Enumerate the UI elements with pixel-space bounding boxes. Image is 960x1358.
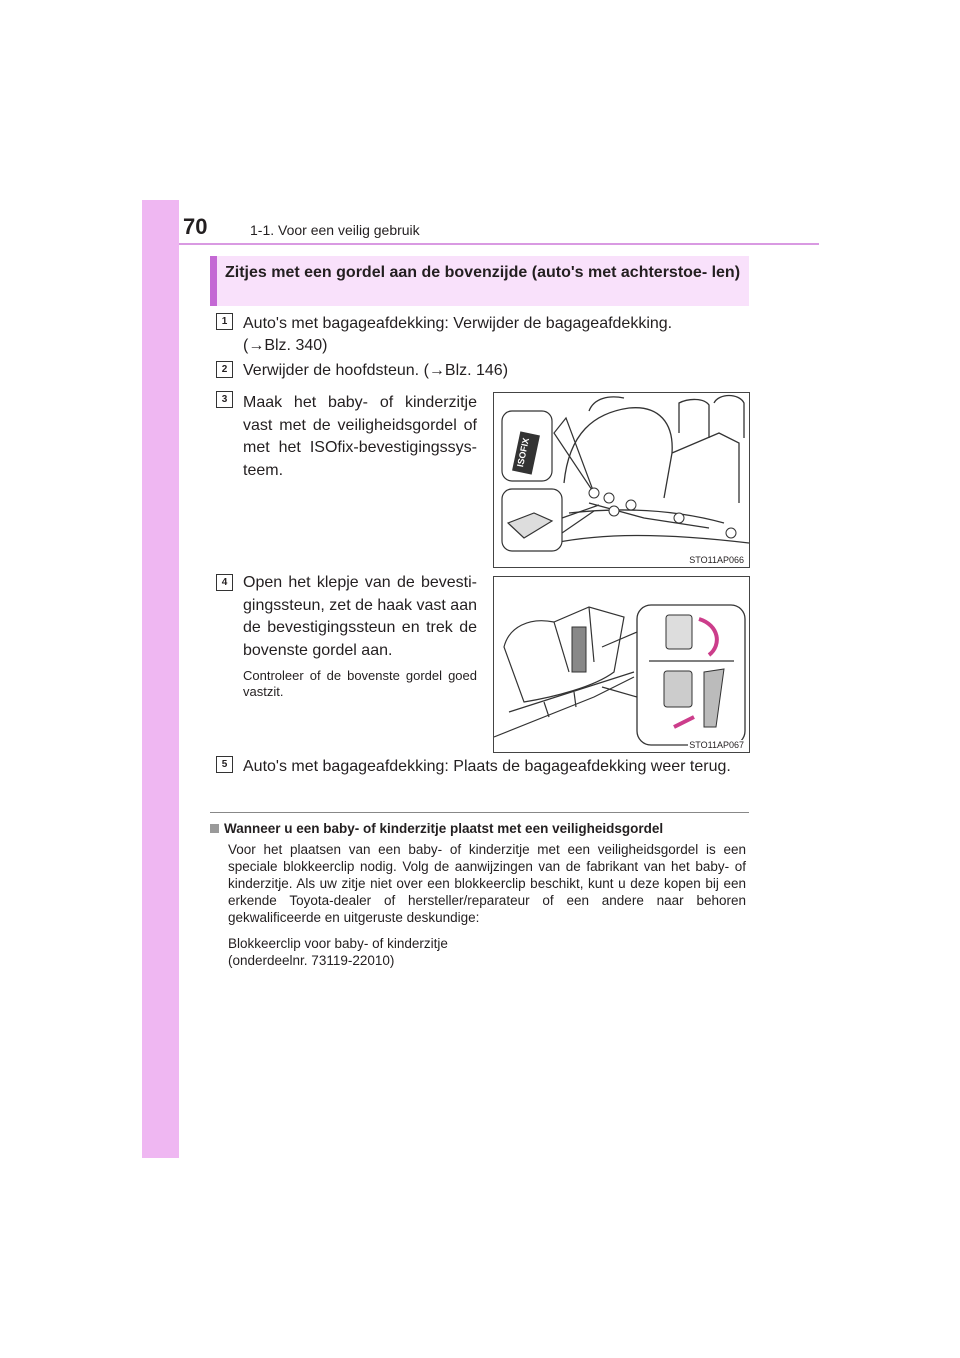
figure-code-1: STO11AP066 <box>689 555 744 565</box>
step-number-3: 3 <box>216 391 233 408</box>
step-4-note: Controleer of de bovenste gordel goed vastzit. <box>243 668 477 699</box>
step-1-text <box>243 313 753 357</box>
header-rule <box>179 243 819 245</box>
figure-top-tether <box>493 576 750 753</box>
top-tether-illustration <box>494 577 749 752</box>
note-heading-text: Wanneer u een baby- of kinderzitje plaatst met een veiligheidsgordel <box>224 821 664 836</box>
note-bullet-icon <box>210 824 219 833</box>
subsection-title: Zitjes met een gordel aan de bovenzijde (auto's met achterstoe- len) <box>210 256 749 306</box>
figure-isofix-seat <box>493 392 750 568</box>
tether-strap <box>572 627 586 672</box>
callouts <box>502 411 599 551</box>
chapter-side-bar <box>142 200 179 1158</box>
step-4-text: Open het klepje van de bevesti- gingssteun, zet de haak vast aan de bevestigingssteun en trek de bovenste gordel aan. <box>243 574 477 659</box>
step-number-4: 4 <box>216 574 233 591</box>
step-number-1: 1 <box>216 313 233 330</box>
note-part-info <box>228 935 746 969</box>
step-5-text: Auto's met bagageafdekking: Plaats de bagageafdekking weer terug. <box>243 758 731 775</box>
step-2-text: Verwijder de hoofdsteun. (→Blz. 146) <box>243 362 509 379</box>
seatback-lines <box>494 607 634 737</box>
step-3-text: Maak het baby- of kinderzitje vast met de veiligheidsgordel of met het ISOfix-bevestigingssys- teem. <box>243 394 477 479</box>
figure-code-2: STO11AP067 <box>689 740 744 750</box>
isofix-label: ISOFIX <box>515 436 532 468</box>
section-title: 1-1. Voor een veilig gebruik <box>250 222 420 238</box>
step-number-2: 2 <box>216 361 233 378</box>
section-divider <box>210 812 749 813</box>
page-number: 70 <box>183 214 208 239</box>
step-number-5: 5 <box>216 756 233 773</box>
cover-flap <box>666 615 692 649</box>
anchor-bracket <box>664 671 692 707</box>
step-1-line-1: Auto's met bagageafdekking: Verwijder de bagageafdekking. <box>243 315 673 332</box>
isofix-seat-illustration <box>494 393 749 567</box>
note-body: Voor het plaatsen van een baby- of kinderzitje met een veiligheidsgordel is een speciale blokkeerclip nodig. Volg de aanwijzingen van de fabrikant van het baby- of kinderzitje. Als uw zitje niet over een blokkeerclip beschikt, kunt u deze kopen bij een erkende Toyota-dealer of hersteller/reparateur of een andere naar behoren gekwalificeerde en uitgeruste deskundige: <box>228 842 746 925</box>
anchor-markers <box>589 488 736 538</box>
step-1-line-2: (→Blz. 340) <box>243 337 328 354</box>
note-part-line-2: (onderdeelnr. 73119-22010) <box>228 953 395 968</box>
note-heading <box>210 821 663 836</box>
note-part-line-1: Blokkeerclip voor baby- of kinderzitje <box>228 936 448 951</box>
